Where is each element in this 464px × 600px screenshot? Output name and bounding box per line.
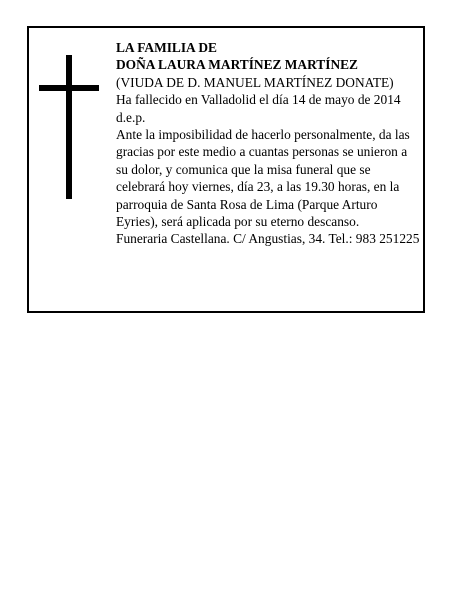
notice-body: Ante la imposibilidad de hacerlo personalmente, da las gracias por este medio a cuantas personas se unieron a su dolor, y comunica que la misa funeral que se celebrará hoy viernes, día 23, a las 19.30 horas, en la parroquia de Santa Rosa de Lima (Parque Arturo Eyries), será aplicada por su eterno descanso. (116, 127, 410, 230)
cross-icon (39, 55, 99, 199)
cross-horizontal-bar (39, 85, 99, 91)
death-statement: Ha fallecido en Valladolid el día 14 de mayo de 2014 (116, 92, 401, 108)
notice-text (116, 39, 421, 248)
funeral-home-line: Funeraria Castellana. C/ Angustias, 34. Tel.: 983 251225 (116, 231, 420, 247)
cross-vertical-bar (66, 55, 72, 199)
heading-family: LA FAMILIA DE (116, 40, 217, 55)
widow-of-line: (VIUDA DE D. MANUEL MARTÍNEZ DONATE) (116, 74, 394, 90)
obituary-notice (27, 26, 425, 313)
dep-line: d.e.p. (116, 109, 146, 125)
heading-deceased-name: DOÑA LAURA MARTÍNEZ MARTÍNEZ (116, 57, 358, 73)
